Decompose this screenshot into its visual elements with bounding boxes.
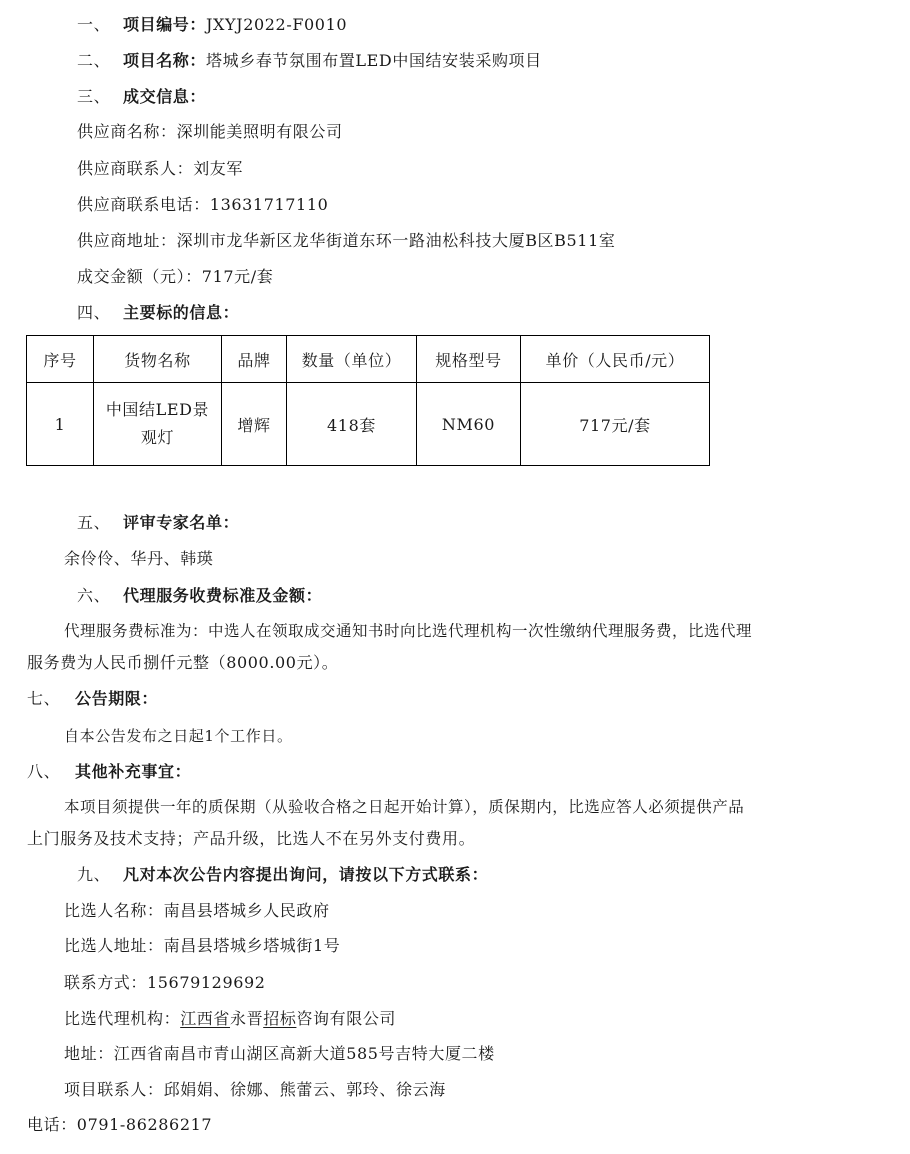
cell-unit-price: 717元/套 (521, 383, 710, 466)
section-number: 五、 (77, 513, 111, 532)
section-number: 四、 (77, 303, 111, 322)
agency-fee-line-2: 服务费为人民币捌仟元整（8000.00元）。 (27, 653, 339, 672)
award-table (26, 335, 710, 466)
header-brand: 品牌 (222, 336, 287, 383)
header-model: 规格型号 (417, 336, 521, 383)
table-row (27, 383, 710, 466)
section-contact (77, 865, 488, 885)
section-number: 六、 (77, 586, 111, 605)
project-name-value: 塔城乡春节氛围布置LED中国结安装采购项目 (206, 51, 542, 70)
header-unit-price: 单价（人民币/元） (521, 336, 710, 383)
supplier-address: 供应商地址：深圳市龙华新区龙华街道东环一路油松科技大厦B区B511室 (77, 231, 616, 250)
section-agency-fee (77, 586, 322, 606)
section-label: 项目编号： (123, 15, 207, 34)
agency-link-province[interactable]: 江西省 (180, 1009, 231, 1028)
section-label: 主要标的信息： (123, 303, 240, 322)
cell-goods-name: 中国结LED景观灯 (94, 383, 222, 466)
agency-name-part: 永晋 (230, 1009, 264, 1028)
section-main-items (77, 303, 239, 323)
buyer-name: 比选人名称：南昌县塔城乡人民政府 (64, 901, 330, 920)
section-notice-period (27, 689, 158, 709)
section-number: 七、 (27, 689, 61, 708)
section-number: 九、 (77, 865, 111, 884)
section-experts (77, 513, 239, 533)
experts-list: 余伶伶、华丹、韩瑛 (64, 549, 214, 568)
project-contacts: 项目联系人：邱娟娟、徐娜、熊蕾云、郭玲、徐云海 (64, 1080, 446, 1099)
section-project-name (77, 51, 542, 71)
section-label: 凡对本次公告内容提出询问，请按以下方式联系： (123, 865, 489, 884)
section-label: 评审专家名单： (123, 513, 240, 532)
cell-serial: 1 (27, 383, 94, 466)
contact-phone: 联系方式：15679129692 (64, 973, 266, 992)
cell-quantity: 418套 (287, 383, 417, 466)
cell-model: NM60 (417, 383, 521, 466)
agency-name-suffix: 咨询有限公司 (296, 1009, 397, 1028)
section-number: 二、 (77, 51, 111, 70)
section-label: 成交信息： (123, 87, 207, 106)
notice-period-value: 自本公告发布之日起1个工作日。 (64, 727, 293, 745)
supplementary-line-1: 本项目须提供一年的质保期（从验收合格之日起开始计算），质保期内，比选应答人必须提供产品 (64, 798, 745, 816)
header-goods-name: 货物名称 (94, 336, 222, 383)
table-header-row (27, 336, 710, 383)
agency-name (64, 1009, 396, 1029)
supplier-phone: 供应商联系电话：13631717110 (77, 195, 329, 214)
header-quantity: 数量（单位） (287, 336, 417, 383)
project-number-value: JXYJ2022-F0010 (206, 15, 348, 34)
section-label: 公告期限： (75, 689, 159, 708)
header-serial: 序号 (27, 336, 94, 383)
agency-address: 地址：江西省南昌市青山湖区高新大道585号吉特大厦二楼 (64, 1044, 495, 1063)
section-supplementary (27, 762, 191, 782)
section-number: 三、 (77, 87, 111, 106)
section-number: 一、 (77, 15, 111, 34)
section-project-number (77, 15, 347, 35)
buyer-address: 比选人地址：南昌县塔城乡塔城街1号 (64, 936, 341, 955)
cell-brand: 增辉 (222, 383, 287, 466)
section-label: 代理服务收费标准及金额： (123, 586, 323, 605)
supplementary-line-2: 上门服务及技术支持；产品升级，比选人不在另外支付费用。 (27, 829, 476, 848)
section-label: 其他补充事宜： (75, 762, 192, 781)
agency-fee-line-1: 代理服务费标准为：中选人在领取成交通知书时向比选代理机构一次性缴纳代理服务费，比选代理 (64, 622, 753, 640)
agency-label: 比选代理机构： (64, 1009, 181, 1028)
section-label: 项目名称： (123, 51, 207, 70)
deal-amount: 成交金额（元）：717元/套 (77, 267, 274, 286)
section-number: 八、 (27, 762, 61, 781)
agency-link-bidding[interactable]: 招标 (263, 1009, 297, 1028)
supplier-name: 供应商名称：深圳能美照明有限公司 (77, 122, 343, 141)
section-deal-info (77, 87, 206, 107)
supplier-contact: 供应商联系人：刘友军 (77, 159, 244, 178)
agency-tel: 电话：0791-86286217 (27, 1115, 213, 1134)
